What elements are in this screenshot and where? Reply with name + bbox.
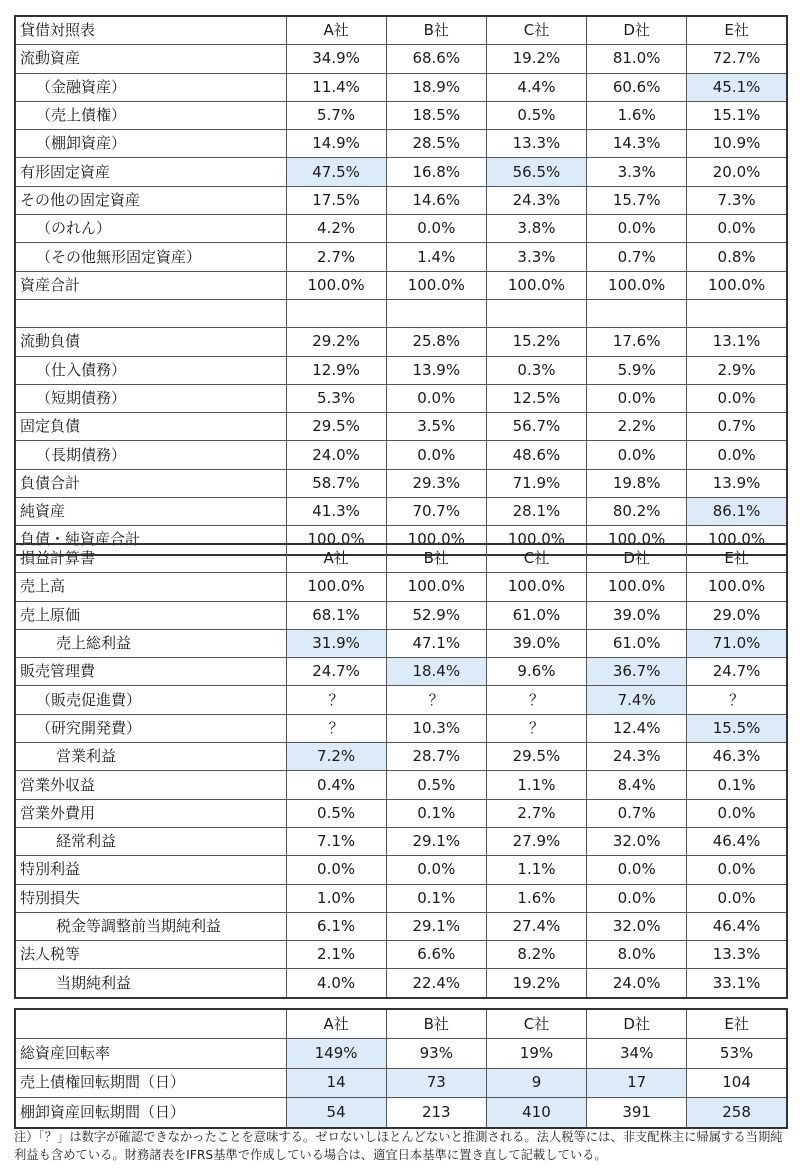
row-label: （販売促進費） [15,686,286,714]
income-statement-table [14,543,788,999]
value-cell: 0.8% [687,243,787,271]
value-cell: 0.4% [286,771,386,799]
value-cell: 72.7% [687,45,787,73]
company-header: C社 [486,16,586,45]
value-cell: 0.7% [587,243,687,271]
value-cell: 46.4% [687,912,787,940]
value-cell: 0.1% [687,771,787,799]
table-title: 貸借対照表 [15,16,286,45]
value-cell: 17.5% [286,186,386,214]
value-cell: 28.7% [386,743,486,771]
value-cell: 0.0% [687,856,787,884]
value-cell: 68.1% [286,601,386,629]
value-cell: 80.2% [587,498,687,526]
row-label: 売上高 [15,573,286,601]
value-cell: 93% [386,1039,486,1068]
table-row [15,215,787,243]
value-cell: 100.0% [687,271,787,299]
table-header-row [15,1009,787,1039]
spacer-cell [486,299,586,327]
value-cell: 58.7% [286,469,386,497]
value-cell: 18.9% [386,73,486,101]
value-cell: 100.0% [386,526,486,555]
value-cell: 8.2% [486,941,586,969]
row-label: 流動資産 [15,45,286,73]
value-cell: 100.0% [587,573,687,601]
value-cell: 0.7% [687,413,787,441]
row-label: 資産合計 [15,271,286,299]
value-cell: 100.0% [687,526,787,555]
value-cell: 8.4% [587,771,687,799]
value-cell: 86.1% [687,498,787,526]
table-row [15,73,787,101]
value-cell: 15.5% [687,714,787,742]
value-cell: 3.5% [386,413,486,441]
value-cell: 5.7% [286,101,386,129]
value-cell: ？ [687,686,787,714]
value-cell: 12.9% [286,356,386,384]
value-cell: 11.4% [286,73,386,101]
table-row [15,45,787,73]
row-label: 売上債権回転期間（日） [15,1068,286,1097]
value-cell: 28.1% [486,498,586,526]
value-cell: 100.0% [486,526,586,555]
value-cell: 0.3% [486,356,586,384]
company-header: D社 [587,16,687,45]
row-label: （売上債権） [15,101,286,129]
table-row [15,601,787,629]
value-cell: 13.3% [486,130,586,158]
row-label: （長期債務） [15,441,286,469]
value-cell: 6.6% [386,941,486,969]
value-cell: 48.6% [486,441,586,469]
value-cell: 3.3% [587,158,687,186]
table-row [15,573,787,601]
spacer-cell [286,299,386,327]
value-cell: 17 [587,1068,687,1097]
table-row [15,714,787,742]
value-cell: 100.0% [286,526,386,555]
row-label: 負債・純資産合計 [15,526,286,555]
row-label: （短期債務） [15,384,286,412]
table-row [15,629,787,657]
company-header: D社 [587,1009,687,1039]
company-header: A社 [286,1009,386,1039]
value-cell: 34% [587,1039,687,1068]
value-cell: 20.0% [687,158,787,186]
value-cell: 5.3% [286,384,386,412]
value-cell: 24.0% [587,969,687,998]
row-label: 固定負債 [15,413,286,441]
value-cell: ？ [286,714,386,742]
value-cell: 7.2% [286,743,386,771]
company-header: C社 [486,1009,586,1039]
company-header: D社 [587,544,687,573]
value-cell: 13.3% [687,941,787,969]
value-cell: 17.6% [587,328,687,356]
value-cell: 15.7% [587,186,687,214]
company-header: B社 [386,544,486,573]
value-cell: 28.5% [386,130,486,158]
table-row [15,498,787,526]
value-cell: 19.2% [486,969,586,998]
table-row [15,101,787,129]
value-cell: 19.8% [587,469,687,497]
value-cell: 0.0% [587,215,687,243]
spacer-cell [15,299,286,327]
table-row [15,856,787,884]
value-cell: 2.7% [486,799,586,827]
table-row [15,441,787,469]
row-label: 当期純利益 [15,969,286,998]
table-row [15,743,787,771]
value-cell: ？ [286,686,386,714]
value-cell: 29.3% [386,469,486,497]
value-cell: 18.4% [386,658,486,686]
value-cell: 46.4% [687,827,787,855]
table-row [15,469,787,497]
row-label: （のれん） [15,215,286,243]
value-cell: 56.7% [486,413,586,441]
value-cell: 0.0% [687,215,787,243]
value-cell: 104 [687,1068,787,1097]
table-row [15,1098,787,1128]
value-cell: 8.0% [587,941,687,969]
row-label: 販売管理費 [15,658,286,686]
value-cell: 16.8% [386,158,486,186]
table-row [15,771,787,799]
value-cell: 24.7% [286,658,386,686]
value-cell: 24.3% [486,186,586,214]
value-cell: 34.9% [286,45,386,73]
value-cell: 32.0% [587,912,687,940]
value-cell: 1.1% [486,771,586,799]
company-header: E社 [687,16,787,45]
company-header: E社 [687,1009,787,1039]
table-row [15,827,787,855]
value-cell: 25.8% [386,328,486,356]
row-label: 売上原価 [15,601,286,629]
value-cell: 100.0% [687,573,787,601]
value-cell: 2.7% [286,243,386,271]
value-cell: 10.3% [386,714,486,742]
value-cell: 100.0% [286,573,386,601]
value-cell: 71.9% [486,469,586,497]
row-label: 特別損失 [15,884,286,912]
value-cell: ？ [386,686,486,714]
value-cell: 14.9% [286,130,386,158]
value-cell: 27.4% [486,912,586,940]
company-header: A社 [286,16,386,45]
value-cell: 0.0% [386,441,486,469]
value-cell: 7.3% [687,186,787,214]
value-cell: 1.6% [587,101,687,129]
value-cell: 0.0% [386,215,486,243]
value-cell: 15.2% [486,328,586,356]
value-cell: 32.0% [587,827,687,855]
row-label: （金融資産） [15,73,286,101]
value-cell: 71.0% [687,629,787,657]
value-cell: 1.0% [286,884,386,912]
value-cell: 39.0% [486,629,586,657]
value-cell: 100.0% [386,271,486,299]
row-label: 流動負債 [15,328,286,356]
value-cell: 258 [687,1098,787,1128]
value-cell: 61.0% [587,629,687,657]
value-cell: 13.9% [687,469,787,497]
value-cell: 70.7% [386,498,486,526]
value-cell: 18.5% [386,101,486,129]
value-cell: 0.0% [587,384,687,412]
row-label: 営業外費用 [15,799,286,827]
value-cell: 29.1% [386,912,486,940]
value-cell: 14.6% [386,186,486,214]
row-label: 有形固定資産 [15,158,286,186]
row-label: 売上総利益 [15,629,286,657]
value-cell: 39.0% [587,601,687,629]
value-cell: 0.5% [486,101,586,129]
value-cell: 12.4% [587,714,687,742]
value-cell: 29.0% [687,601,787,629]
value-cell: 7.4% [587,686,687,714]
table-row [15,158,787,186]
value-cell: 100.0% [587,271,687,299]
value-cell: 10.9% [687,130,787,158]
table-row [15,912,787,940]
value-cell: 0.7% [587,799,687,827]
value-cell: 52.9% [386,601,486,629]
value-cell: 0.0% [286,856,386,884]
value-cell: 68.6% [386,45,486,73]
value-cell: ？ [486,714,586,742]
row-label: 税金等調整前当期純利益 [15,912,286,940]
value-cell: 213 [386,1098,486,1128]
value-cell: 60.6% [587,73,687,101]
table-header-row [15,16,787,45]
table-row [15,969,787,998]
value-cell: 410 [486,1098,586,1128]
table-title [15,1009,286,1039]
value-cell: 29.5% [486,743,586,771]
company-header: B社 [386,16,486,45]
value-cell: 33.1% [687,969,787,998]
value-cell: 31.9% [286,629,386,657]
value-cell: 9.6% [486,658,586,686]
value-cell: 2.1% [286,941,386,969]
value-cell: 2.9% [687,356,787,384]
spacer-cell [587,299,687,327]
value-cell: 1.6% [486,884,586,912]
row-label: （棚卸資産） [15,130,286,158]
value-cell: 0.0% [386,384,486,412]
spacer-cell [386,299,486,327]
value-cell: 24.7% [687,658,787,686]
value-cell: 3.8% [486,215,586,243]
value-cell: 45.1% [687,73,787,101]
value-cell: 7.1% [286,827,386,855]
value-cell: 41.3% [286,498,386,526]
value-cell: 0.5% [286,799,386,827]
table-row [15,1068,787,1097]
row-label: その他の固定資産 [15,186,286,214]
table-row [15,186,787,214]
value-cell: 29.1% [386,827,486,855]
value-cell: 47.5% [286,158,386,186]
value-cell: 46.3% [687,743,787,771]
table-row [15,271,787,299]
value-cell: 0.0% [687,384,787,412]
value-cell: 100.0% [486,271,586,299]
row-label: 経常利益 [15,827,286,855]
value-cell: 391 [587,1098,687,1128]
balance-sheet-table [14,15,788,556]
value-cell: 1.1% [486,856,586,884]
value-cell: 22.4% [386,969,486,998]
row-label: 負債合計 [15,469,286,497]
value-cell: 4.0% [286,969,386,998]
value-cell: 100.0% [587,526,687,555]
value-cell: 100.0% [286,271,386,299]
value-cell: 0.1% [386,884,486,912]
value-cell: 47.1% [386,629,486,657]
value-cell: 1.4% [386,243,486,271]
value-cell: 24.3% [587,743,687,771]
spacer-cell [687,299,787,327]
row-label: 純資産 [15,498,286,526]
table-header-row [15,544,787,573]
footnote: 注）「？」は数字が確認できなかったことを意味する。ゼロないしほとんどないと推測される。法人税等には、非支配株主に帰属する当期純利益も含めている。財務諸表をIFRS基準で作成している場合は、適宜日本基準に置き直して記載している。 [14,1130,783,1162]
value-cell: 12.5% [486,384,586,412]
value-cell: 73 [386,1068,486,1097]
value-cell: 2.2% [587,413,687,441]
spacer-row [15,299,787,327]
value-cell: 0.5% [386,771,486,799]
row-label: 営業利益 [15,743,286,771]
value-cell: 0.0% [587,856,687,884]
table-title: 損益計算書 [15,544,286,573]
value-cell: 0.1% [386,799,486,827]
value-cell: 14 [286,1068,386,1097]
value-cell: 4.4% [486,73,586,101]
ratios-table [14,1008,788,1129]
value-cell: 61.0% [486,601,586,629]
company-header: C社 [486,544,586,573]
value-cell: 4.2% [286,215,386,243]
value-cell: 100.0% [486,573,586,601]
row-label: 総資産回転率 [15,1039,286,1068]
value-cell: 0.0% [587,884,687,912]
value-cell: 29.2% [286,328,386,356]
value-cell: 54 [286,1098,386,1128]
value-cell: 81.0% [587,45,687,73]
row-label: （研究開発費） [15,714,286,742]
table-row [15,1039,787,1068]
value-cell: 19.2% [486,45,586,73]
value-cell: ？ [486,686,586,714]
table-row [15,356,787,384]
table-row [15,384,787,412]
table-row [15,413,787,441]
row-label: （仕入債務） [15,356,286,384]
value-cell: 19% [486,1039,586,1068]
value-cell: 27.9% [486,827,586,855]
value-cell: 15.1% [687,101,787,129]
table-row [15,243,787,271]
value-cell: 9 [486,1068,586,1097]
value-cell: 6.1% [286,912,386,940]
table-row [15,130,787,158]
value-cell: 149% [286,1039,386,1068]
value-cell: 24.0% [286,441,386,469]
value-cell: 0.0% [687,799,787,827]
value-cell: 100.0% [386,573,486,601]
value-cell: 56.5% [486,158,586,186]
value-cell: 0.0% [386,856,486,884]
table-row [15,686,787,714]
company-header: A社 [286,544,386,573]
row-label: 営業外収益 [15,771,286,799]
value-cell: 13.1% [687,328,787,356]
company-header: E社 [687,544,787,573]
value-cell: 3.3% [486,243,586,271]
table-row [15,658,787,686]
value-cell: 53% [687,1039,787,1068]
row-label: 特別利益 [15,856,286,884]
value-cell: 5.9% [587,356,687,384]
table-row [15,941,787,969]
value-cell: 13.9% [386,356,486,384]
row-label: （その他無形固定資産） [15,243,286,271]
row-label: 法人税等 [15,941,286,969]
value-cell: 14.3% [587,130,687,158]
table-row [15,328,787,356]
value-cell: 0.0% [687,441,787,469]
table-row [15,799,787,827]
value-cell: 0.0% [687,884,787,912]
value-cell: 0.0% [587,441,687,469]
table-row [15,884,787,912]
value-cell: 29.5% [286,413,386,441]
company-header: B社 [386,1009,486,1039]
value-cell: 36.7% [587,658,687,686]
row-label: 棚卸資産回転期間（日） [15,1098,286,1128]
